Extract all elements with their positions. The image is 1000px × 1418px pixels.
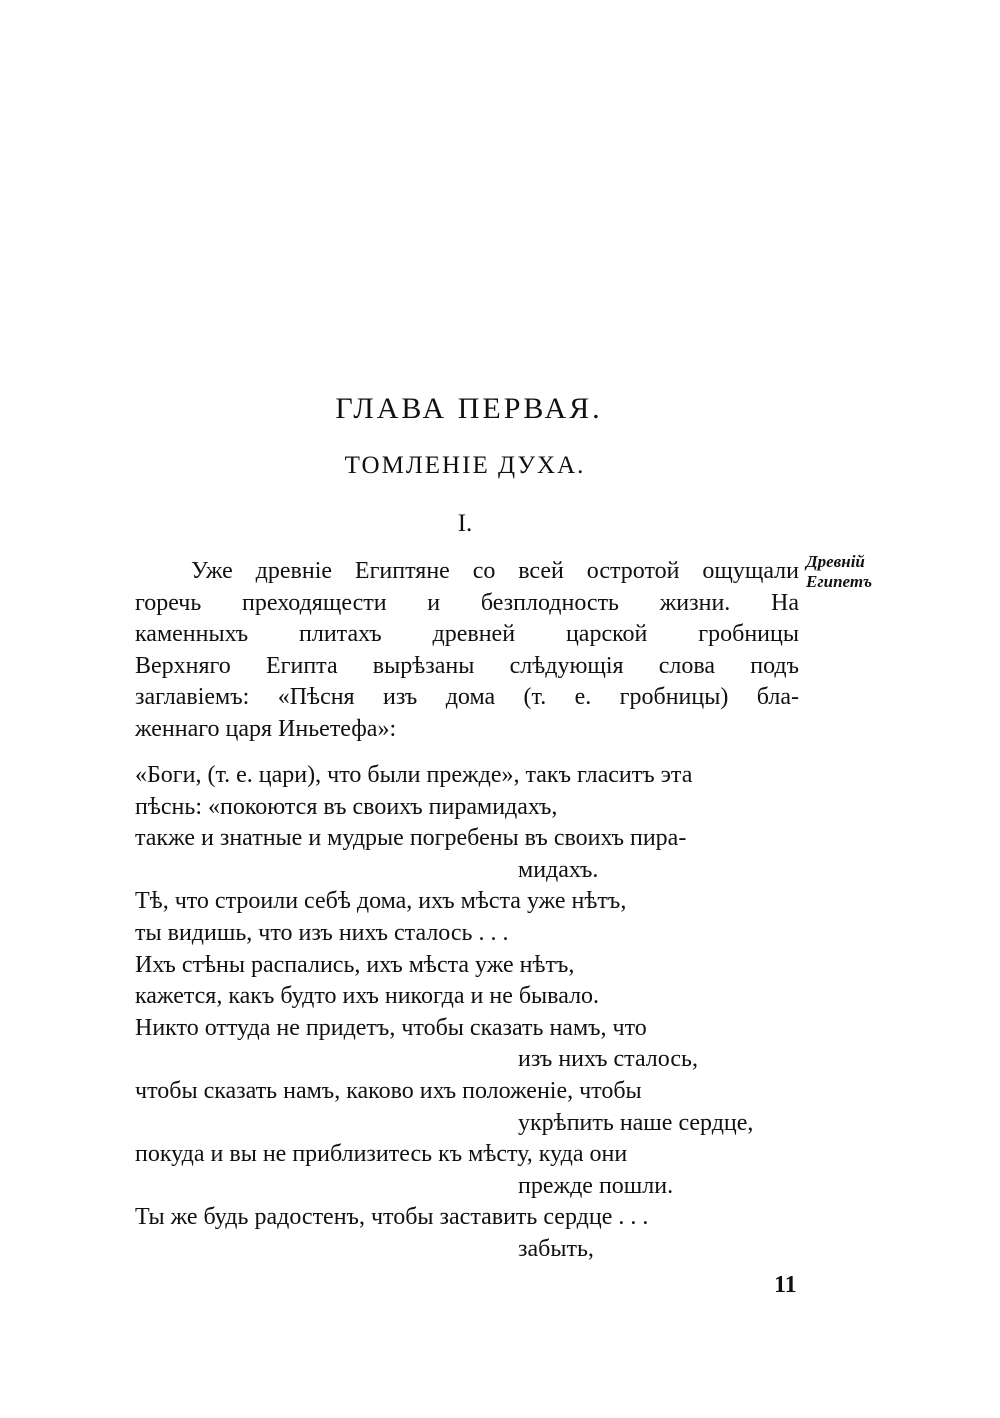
chapter-subtitle: ТОМЛЕНІЕ ДУХА. xyxy=(344,452,586,479)
paragraph-line: Верхняго Египта вырѣзаны слѣдующія слова подъ xyxy=(135,652,799,679)
verse-line: покуда и вы не приблизитесь къ мѣсту, куда они xyxy=(135,1141,628,1168)
verse-line: кажется, какъ будто ихъ никогда и не бывало. xyxy=(135,983,600,1010)
verse-line: чтобы сказать намъ, каково ихъ положеніе, чтобы xyxy=(135,1077,642,1104)
verse-line: пѣснь: «покоются въ своихъ пирамидахъ, xyxy=(135,793,558,820)
verse-line-continuation: мидахъ. xyxy=(518,856,599,883)
margin-note-line: Древній xyxy=(806,552,865,571)
chapter-title: ГЛАВА ПЕРВАЯ. xyxy=(335,392,603,425)
verse-line: Ихъ стѣны распались, ихъ мѣста уже нѣтъ, xyxy=(135,951,575,978)
verse-line: Никто оттуда не придетъ, чтобы сказать намъ, что xyxy=(135,1014,647,1041)
verse-line-continuation: укрѣпить наше сердце, xyxy=(518,1109,754,1136)
paragraph-line: женнаго царя Иньетефа»: xyxy=(135,715,397,742)
margin-note xyxy=(806,552,872,592)
body-paragraph xyxy=(135,556,799,746)
page-number: 11 xyxy=(774,1272,797,1298)
verse-line: Ты же будь радостенъ, чтобы заставить сердце . . . xyxy=(135,1204,649,1231)
verse-line-continuation: забыть, xyxy=(518,1235,594,1262)
verse-line: «Боги, (т. е. цари), что были прежде», такъ гласитъ эта xyxy=(135,762,693,788)
paragraph-line: Уже древніе Египтяне со всей остротой ощущали xyxy=(191,558,799,584)
verse-line: также и знатные и мудрые погребены въ своихъ пира- xyxy=(135,825,687,852)
paragraph-line: заглавіемъ: «Пѣсня изъ дома (т. е. гробницы) бла- xyxy=(135,684,799,711)
verse-quotation xyxy=(135,760,801,1266)
paragraph-line: каменныхъ плитахъ древней царской гробницы xyxy=(135,621,799,648)
verse-line: ты видишь, что изъ нихъ сталось . . . xyxy=(135,919,509,946)
margin-note-line: Египетъ xyxy=(806,572,873,591)
paragraph-line: горечь преходящести и безплодность жизни. На xyxy=(135,589,799,616)
section-number: I. xyxy=(457,510,473,537)
verse-line-continuation: прежде пошли. xyxy=(518,1172,674,1199)
verse-line: Тѣ, что строили себѣ дома, ихъ мѣста уже нѣтъ, xyxy=(135,888,627,915)
verse-line-continuation: изъ нихъ сталось, xyxy=(518,1046,698,1073)
